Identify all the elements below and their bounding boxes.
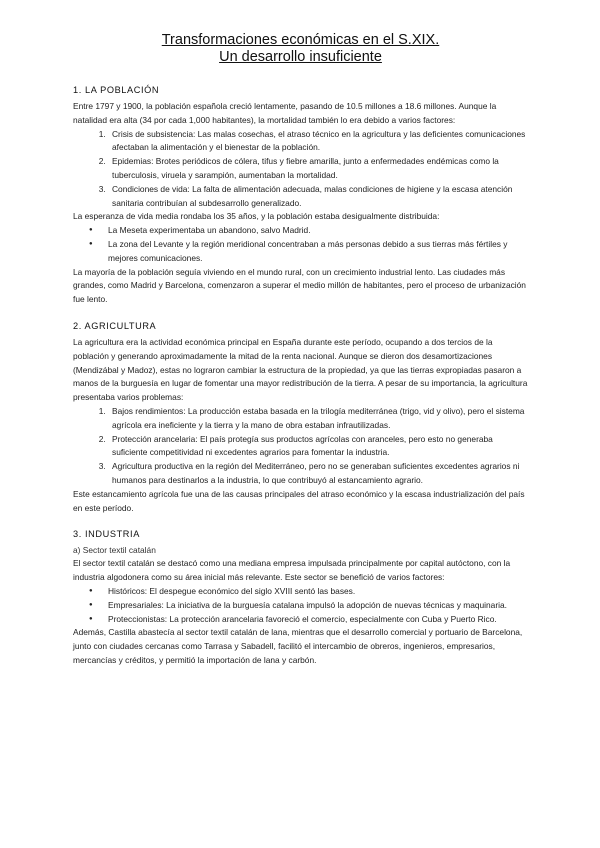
list-item: 1. Crisis de subsistencia: Las malas cosechas, el atraso técnico en la agricultura y las deficientes comunicaciones afectaban la alimentación y el bienestar de la población. xyxy=(108,128,528,156)
paragraph: La esperanza de vida media rondaba los 35 años, y la población estaba desigualmente distribuida: xyxy=(73,211,440,222)
section-industria xyxy=(73,528,528,667)
list-item: ● La zona del Levante y la región meridional concentraban a más personas debido a sus tierras más fértiles y mejores comunicaciones. xyxy=(108,238,528,266)
list-item: 2. Protección arancelaria: El país protegía sus productos agrícolas con aranceles, pero esto no generaba suficiente competitividad ni excedentes agrarios para fomentar la industria. xyxy=(108,433,528,461)
section-poblacion xyxy=(73,84,528,307)
paragraph: La agricultura era la actividad económica principal en España durante este período, ocupando a dos tercios de la población y generando aproximadamente la mitad de la renta nacional. Aunque se dieron dos desamortizaciones (Mendizábal y Madoz), estas no lograron cambiar la estructura de la propiedad, ya que las tierras expropiadas pasaron a manos de la burguesía en lugar de fomentar una mayor redistribución de la tierra. A pesar de su importancia, la agricultura presentaba varios problemas: xyxy=(73,336,528,403)
section-heading: 1. LA POBLACIÓN xyxy=(73,85,160,95)
numbered-list xyxy=(73,128,528,211)
list-item: ● La Meseta experimentaba un abandono, salvo Madrid. xyxy=(108,224,528,238)
list-item: 3. Agricultura productiva en la región del Mediterráneo, pero no se generaban suficientes excedentes agrarios ni humanos para destinarlos a la industria, lo que contribuyó al estancamiento agrario. xyxy=(108,460,528,488)
paragraph: Este estancamiento agrícola fue una de las causas principales del atraso económico y la escasa industrialización del país en este período. xyxy=(73,488,525,513)
section-heading: 3. INDUSTRIA xyxy=(73,529,140,540)
paragraph: El sector textil catalán se destacó como una mediana empresa impulsada principalmente por capital autóctono, con la industria algodonera como su área inicial más relevante. Este sector se benefició de varios factores: xyxy=(73,558,511,583)
section-heading: 2. AGRICULTURA xyxy=(73,320,157,331)
numbered-list xyxy=(73,405,528,488)
list-item: ● Históricos: El despegue económico del siglo XVIII sentó las bases. xyxy=(108,585,528,599)
list-item: 3. Condiciones de vida: La falta de alimentación adecuada, malas condiciones de higiene y la escasa atención sanitaria contribuían al subdesarrollo generalizado. xyxy=(108,183,528,211)
list-item: ● Proteccionistas: La protección arancelaria favoreció el comercio, especialmente con Cuba y Puerto Rico. xyxy=(108,613,528,627)
paragraph: Además, Castilla abastecía al sector textil catalán de lana, mientras que el desarrollo comercial y portuario de Barcelona, junto con ciudades cercanas como Tarrasa y Sabadell, facilitó el intercambio de obreros, ingenieros, empresarios, mercancías y créditos, y permitió la importación de lana y carbón. xyxy=(73,627,523,665)
list-item: ● Empresariales: La iniciativa de la burguesía catalana impulsó la adopción de nuevas técnicas y maquinaria. xyxy=(108,599,528,613)
subsection-heading: a) Sector textil catalán xyxy=(73,545,156,556)
title-line-1: Transformaciones económicas en el S.XIX. xyxy=(161,32,440,48)
bullet-list xyxy=(73,585,528,626)
bullet-list xyxy=(73,224,528,265)
paragraph: La mayoría de la población seguía viviendo en el mundo rural, con un crecimiento industrial lento. Las ciudades más grandes, como Madrid y Barcelona, comenzaron a superar el medio millón de habitantes, pero el proceso de urbanización fue lento. xyxy=(73,266,526,305)
list-item: 2. Epidemias: Brotes periódicos de cólera, tifus y fiebre amarilla, junto a enfermedades endémicas como la tuberculosis, viruela y sarampión, aumentaban la mortalidad. xyxy=(108,155,528,183)
paragraph: Entre 1797 y 1900, la población española creció lentamente, pasando de 10.5 millones a 18.6 millones. Aunque la natalidad era alta (34 por cada 1,000 habitantes), la mortalidad también lo era debido a varios factores: xyxy=(73,101,497,125)
section-agricultura xyxy=(73,320,528,515)
title-line-2: Un desarrollo insuficiente xyxy=(219,49,382,65)
list-item: 1. Bajos rendimientos: La producción estaba basada en la trilogía mediterránea (trigo, vid y olivo), pero el sistema agrícola era ineficiente y la tierra y la mano de obra estaban infrautilizadas. xyxy=(108,405,528,433)
document-title xyxy=(73,32,528,66)
